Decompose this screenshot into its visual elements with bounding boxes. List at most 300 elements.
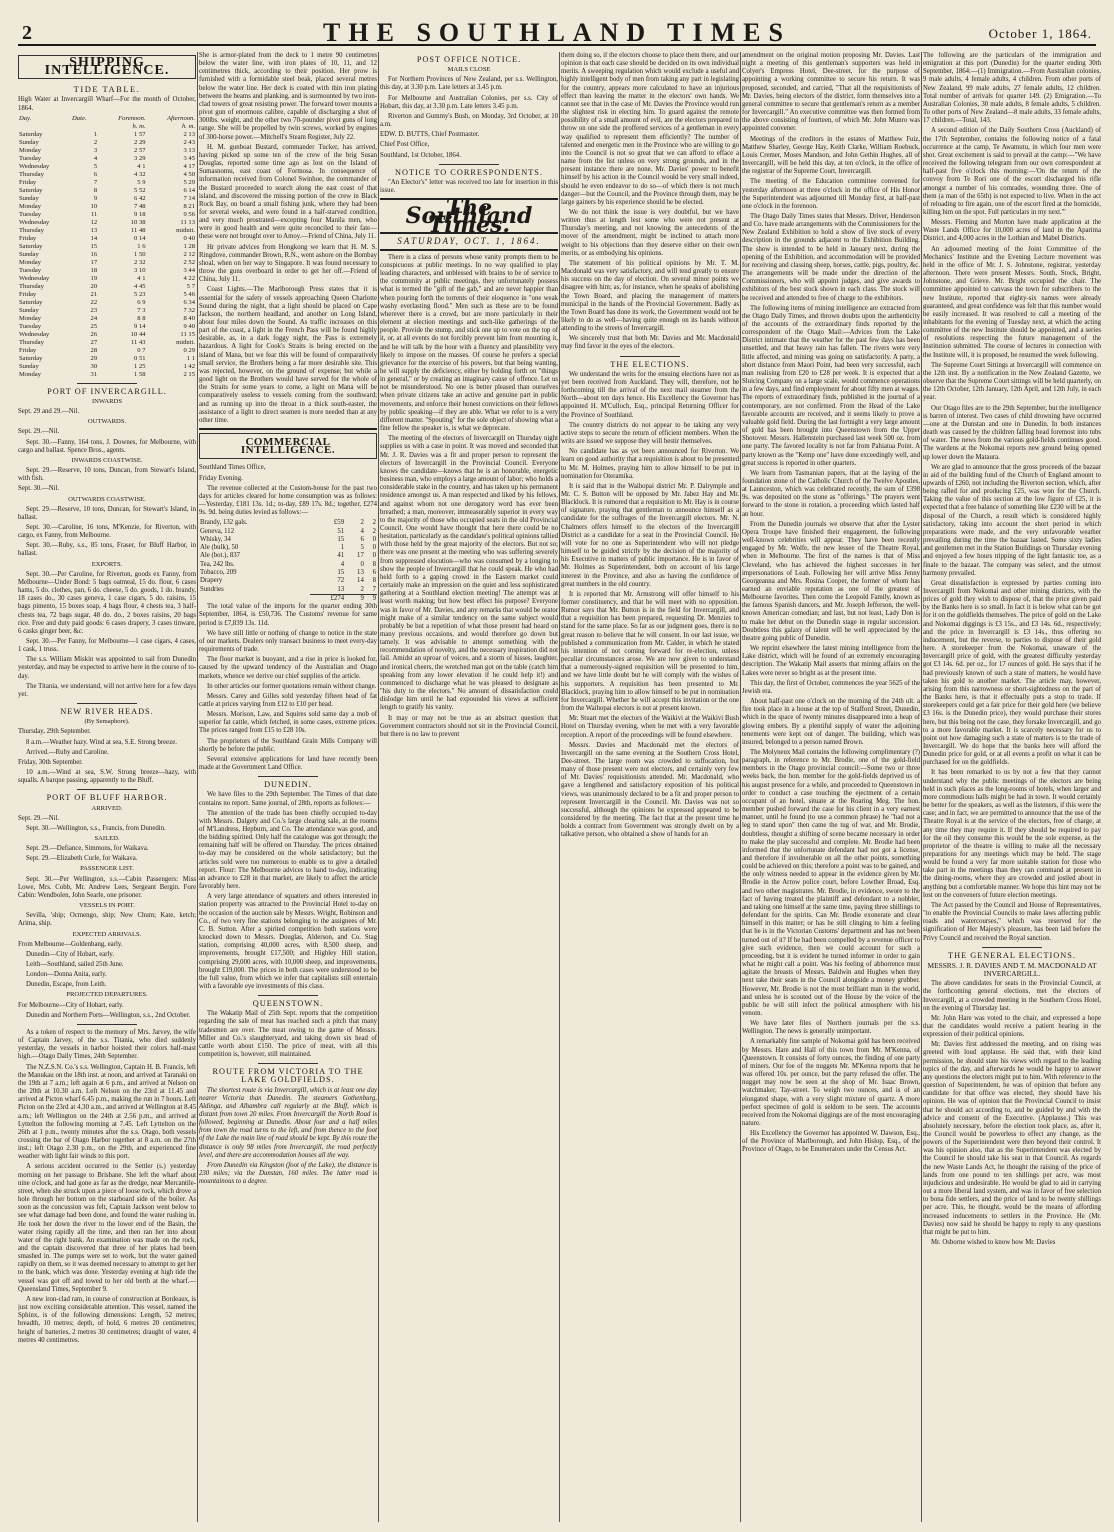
news-paragraph: We reprint elsewhere the latest mining intelligence from the Lake district, which will be found of an extremely encouraging description. The Wakatip Mail asserts that mining affairs on the Lakes were never so bright as at the present time. <box>742 645 920 677</box>
ironclad-continued: She is armor-plated from the deck to 1 metre 90 centimetres below the water line, with iron plates of 10, 11, and 12 centimetres thick, according to their position. Her prow is furnished with a formidable steel beak, placed several metres below the water line. Her deck is coated with thin iron plating between the beams and planking, and is surmounted by two iron-clad towers of great resisting power. The forward tower mounts a pivot gun of enormous calibre, capable of discharging a shot of 300lbs. weight, and the other two 70-pounder pivot guns of long range. She will be propelled by twin screws, worked by engines of 300-horse power.—Mitchell's Steam Register, July 22. <box>199 52 377 141</box>
tide-day: Sunday <box>19 194 39 202</box>
tide-date: 23 <box>90 306 98 314</box>
tide-day: Saturday <box>19 186 43 194</box>
general-elections-paragraph: The above candidates for seats in the Provincial Council, at the forthcoming general elections, met the electors of Invercargill, at a crowded meeting in the Southern Cross Hotel, on the evening of Thursday last. <box>923 980 1101 1012</box>
tide-forenoon: 2 29 <box>134 138 146 146</box>
tide-day: Monday <box>19 202 41 210</box>
tide-day: Sunday <box>19 306 39 314</box>
tide-afternoon: 11 15 <box>180 330 195 338</box>
divider <box>258 1063 318 1064</box>
revenue-row <box>199 528 377 536</box>
tide-day: Monday <box>19 258 41 266</box>
revenue-item: Tea, 242 lbs. <box>200 560 235 568</box>
tide-afternoon: 4 17 <box>183 162 195 170</box>
masthead-rule <box>18 44 1096 46</box>
tide-forenoon: 6 9 <box>137 298 146 306</box>
column-3 <box>380 52 558 1522</box>
revenue-pounds: 4 <box>340 560 345 568</box>
tide-row <box>18 235 196 243</box>
tide-afternoon: 9 56 <box>183 210 195 218</box>
column-6 <box>923 52 1101 1522</box>
tide-afternoon: 3 13 <box>183 146 195 154</box>
tide-date: 20 <box>90 282 98 290</box>
markets-paragraph: We have still little or nothing of change to notice in the state of our markets. Dealers only transact business to meet every-day requirements of trade. <box>199 629 377 654</box>
tide-forenoon: 1 58 <box>134 370 146 378</box>
masthead-title: THE SOUTHLAND TIMES <box>323 18 791 47</box>
revenue-pounds: £59 <box>333 519 345 527</box>
jarvey-paragraph: As a token of respect to the memory of Mrs. Jarvey, the wife of Captain Jarvey, of the s.s. Titania, who died suddenly yesterday, the vessels in harbor hoisted their colors half-mast high.—Otago Daily Times, 24th September. <box>18 1028 196 1061</box>
tide-afternoon: 4 22 <box>183 274 195 282</box>
tide-afternoon: 0 29 <box>183 346 195 354</box>
in-port-text: Sevilla, 'ship; Ocmengo, ship; New Chum; Kate, ketch; Arima, ship. <box>18 912 196 928</box>
in-port-heading: VESSELS IN PORT. <box>79 902 135 910</box>
outwards-line: Sept. 30.—Fanny, 164 tons, J. Downes, for Melbourne, with cargo and ballast. Spence Bros., agents. <box>18 438 196 454</box>
tide-forenoon: 7 3 <box>137 306 146 314</box>
gunboat-paragraph: H. M. gunboat Bustard, commander Tucker, has arrived, having picked up some ten of the crew of the brig Susan Douglas, reported some time ago as lost on the Island of Sumasnomu, east coast of Formosa. In consequence of information received from Colonel Swinhoe, the commander of the Bustard proceeded to search along the east coast of that island, and discovered the missing portion of the crew in Black Rock Bay, on board a small fishing junk, where they had been for several weeks, and were found in a half-starved condition, and very much prostrated—excepting four Manila men, who were in good health and were quite reconciled to their fate—these were not brought over to Amoy.—Friend of China, July 11. <box>199 143 377 241</box>
tide-forenoon: 5 23 <box>134 290 146 298</box>
tide-forenoon: 1 6 <box>137 242 146 250</box>
tide-row <box>18 283 196 291</box>
revenue-pounds: 1 <box>340 544 345 552</box>
general-elections-subtitle: MESSRS. J. R. DAVIES AND T. M. MACDONALD AT INVERCARGILL. <box>927 960 1097 979</box>
editorial-paragraph: It may or may not be true as an abstract question that Government contractors should not sit in the Provincial Council, but there is no law to prevent <box>380 714 558 738</box>
tide-afternoon: 11 13 <box>180 218 195 226</box>
expected-line: Leith—Southland, sailed 25th June. <box>26 961 124 968</box>
news-paragraph: The Supreme Court Sittings at Invercargill will commence on the 12th inst. By a notification in the New Zealand Gazette, we observe that the Supreme Court sittings will be held quarterly, on the 12th October, 12th January, 12th April, and 12th July, in each year. <box>923 361 1101 402</box>
tide-forenoon: 0 14 <box>134 234 146 242</box>
tide-day: Monday <box>19 314 41 322</box>
revenue-pence: 8 <box>372 577 376 585</box>
tide-forenoon: 3 10 <box>134 266 146 274</box>
tide-date: 6 <box>93 170 98 178</box>
tide-afternoon: 5 29 <box>183 178 195 186</box>
dunedin-paragraph: The attention of the trade has been chiefly occupied to-day with Messrs. Dalgety and Co.'s large clearing sale, at the rooms of M'Landress, Hepburn, and Co. The attendance was good, and the bidding spirited. Only half the catalogue was got through; the remaining half will be offered on Thursday. The prices obtained to-day may be considered on the whole satisfactory; but the articles sold were too numerous to enable us to give a detailed report. Flour: The Melbourne advices to hand to-day, indicating an advance to £28 in that market, are likely to affect the article favorably here. <box>199 809 377 891</box>
tide-row <box>18 139 196 147</box>
revenue-pounds: 41 <box>337 552 345 560</box>
tide-date: 18 <box>90 266 98 274</box>
exports-heading: EXPORTS. <box>91 560 123 568</box>
revenue-shillings: 0 <box>360 560 364 568</box>
tide-date: 5 <box>93 162 98 170</box>
tide-date: 2 <box>93 138 98 146</box>
revenue-total-pounds: £274 <box>310 594 345 603</box>
revenue-item: Ale (bot.), 837 <box>200 552 241 560</box>
tide-date: 3 <box>93 146 98 154</box>
divider <box>620 356 680 357</box>
revenue-total-pence: 9 <box>365 594 377 603</box>
general-elections-paragraph: Mr. Osborne wished to know how Mr. Davies <box>931 1239 1056 1247</box>
column-4 <box>561 52 739 1522</box>
other-paragraph: In other articles our former quotations remain without change. <box>207 682 377 690</box>
inwards-coast-text: Sept. 30.—Nil. <box>18 485 60 493</box>
tide-forenoon: 9 18 <box>134 210 146 218</box>
tide-forenoon: 4 1 <box>137 162 146 170</box>
page-number: 2 <box>22 22 32 44</box>
passenger-heading: PASSENGER LIST. <box>80 865 134 873</box>
tide-row <box>18 347 196 355</box>
port-bluff-title: PORT OF BLUFF HARBOR. <box>46 793 168 803</box>
column-separator <box>197 52 198 1522</box>
general-elections-title: THE GENERAL ELECTIONS. <box>948 950 1076 960</box>
revenue-shillings: 2 <box>360 519 364 527</box>
tide-day: Sunday <box>19 250 39 258</box>
tide-row <box>18 275 196 283</box>
tide-row <box>18 163 196 171</box>
news-paragraph: The following are the particulars of the immigration and emigration at this port (Dunedin) for the quarter ending 30th September, 1864:—(1) Immigration.—From Australian colonies, 9 male adults, 4 female adults, 4 children. From other ports of New Zealand, 99 male adults, 27 female adults, 12 children. Total number of arrivals for quarter 149. (2) Emigration.—To Australian Colonies, 30 male adults, 8 female adults, 5 children. To other ports of New Zealand—8 male adults, 33 female adults, 17 children.—Total, 143. <box>923 52 1101 125</box>
inwards-heading: INWARDS <box>91 397 123 405</box>
passenger-text: Sept. 30.—Per Wellington, s.s.—Cabin Passengers: Miss Lowe, Mrs. Cobb, Mr. Andrew Lees, Sergeant Bergin. Fore Cabin: Wendbolen, John Searle, one prisoner. <box>18 875 196 899</box>
route-paragraph: The shortest route is via Invercargill, which is at least one day nearer Victoria than Dunedin. The steamers Gothenburg, Aldinga, and Alhambra call regularly at the Bluff, which is distant from town 20 miles. From Invercargill the North Road is followed, beginning at Dunedin. About four and a half miles from town the road turns to the left, and from thence to the foot of the Lake the main line of road should be kept. By this route the distance is only 98 miles from Invercargill, the road perfectly level, and there are accommodation houses all the way. <box>199 1086 377 1159</box>
revenue-pence: 8 <box>372 560 376 568</box>
tide-subtitle: High Water at Invercargill Wharf—For the month of October, 1864. <box>18 96 196 112</box>
column-separator <box>740 52 741 1522</box>
tide-date: 12 <box>90 218 98 226</box>
tide-afternoon: 5 7 <box>186 282 195 290</box>
notice-text: "An Elector's" letter was received too late for insertion in this issue. <box>380 178 558 195</box>
revenue-pounds: 15 <box>337 569 345 577</box>
tide-unit: h. m. <box>181 122 195 130</box>
tide-row <box>18 259 196 267</box>
tide-forenoon: 4 45 <box>134 282 146 290</box>
tide-date: 11 <box>90 210 98 218</box>
tide-afternoon: 6 34 <box>183 298 195 306</box>
dunedin-title: DUNEDIN. <box>264 780 312 790</box>
bluff-arrived-heading: ARRIVED. <box>91 804 123 812</box>
post-mails: MAILS CLOSE <box>447 66 491 74</box>
revenue-pence: 6 <box>372 569 376 577</box>
tide-row <box>18 355 196 363</box>
tide-forenoon: 8 8 <box>137 314 146 322</box>
revenue-item: Sundries <box>200 585 224 593</box>
tide-date: 16 <box>90 250 98 258</box>
revenue-item: Drapery <box>200 577 223 585</box>
news-paragraph: Meetings of the creditors in the estates of Matthew Fuiz, Matthew Sharley, George Hay, Keith Clarke, William Roebuck, Louis Cremer, Moses Mandson, and John Gethin Hughes, all of Invercargill, will be held this day, at ten o'clock, in the office of the registrar of the Supreme Court, Invercargill. <box>742 135 920 176</box>
divider <box>258 776 318 777</box>
tide-day: Wednesday <box>19 274 50 282</box>
tide-header-afternoon: Afternoon. <box>166 114 195 122</box>
elections-paragraph: We understand the writs for the ensuing elections have not as yet been received from Auckland. They will, therefore, not be forthcoming till the arrival of the next mail steamer from the North—about ten days hence. His Excellency the Governor has appointed H. M'Culloch, Esq., principal Returning Officer for the Province of Southland. <box>561 370 739 419</box>
tide-row <box>18 363 196 371</box>
news-paragraph: From the Dunedin journals we observe that after the Lyster Opera Troupe have finished their engagement, the following well-known celebrities will appear. They have been recently engaged by Mr. Wolfe, the new lessee of the Theatre Royal, when in Melbourne. The first of the names is that of Miss Cleveland, who has achieved the highest successes in her impersonations of Leah. Following her will arrive Miss Jenny Georgeanna and Mrs. Rosina Cooper, the former of whom has earned an enviable reputation as one of the greatest of Melbourne favorites. Then come the Leopold Family, known as the famous Spanish dancers, and Mr. Joseph Jefferson, the well-known American comedian; and last, but not least, Lady Don is to make her debut on the Dunedin stage in regular succession. Doubtless this galaxy of talent will be well appreciated by the theatre going public of Dunedin. <box>742 520 920 642</box>
news-paragraph: The Otago Daily Times states that Messrs. Driver, Henderson and Co. have made arrangements with the Commissioners for the New Zealand Exhibition to hold a show of live stock of every description in the grounds adjacent to the Exhibition Building. The show is intended to be held in January next, during the opening of the Exhibition, and accommodation will be provided for receiving and classing sheep, horses, cattle, pigs, poultry, &c. The arrangements will be made under the direction of the Commissioners, who will appoint judges, and give awards to exhibitors of the best stock shown in each class. The stock will be received and attended to free of charge to the exhibitors. <box>742 212 920 302</box>
tide-forenoon: 3 29 <box>134 154 146 162</box>
heads-line: Arrived.—Ruby and Caroline. <box>26 748 109 756</box>
tide-header-forenoon: Forenoon. <box>118 114 146 122</box>
tide-forenoon: 10 38 <box>130 218 146 226</box>
semaphore-sub: (By Semaphore). <box>84 718 130 726</box>
elections-paragraph: It is said that in the Waihopai district Mr. P. Dalrymple and Mr. C. S. Button will be opposed by Mr. Jabez Hay and Mr. Blacklock. It is rumored that a requisition to Mr. Hay is in course of signature, praying that gentleman to announce himself as a candidate for the suffrages of the Invercargill electors. Mr. N. Chalmers offers himself to the electors of the Invercargill District as a candidate for a seat in the Provincial Council. He will vote for no one as Superintendent who will not pledge himself to be guided strictly by the decision of the majority of his Executive in matters of public importance. He is in favor of Mr. Holmes as Superintendent, both on account of his large interest in the Province, and also as having the confidence of great numbers in the old country. <box>561 482 739 588</box>
inwards-text: Sept. 29 and 29.—Nil. <box>18 408 80 416</box>
elections-paragraph: Mr. Stuart met the electors of the Waikivi at the Waikivi Bush Hotel on Thursday evening, when he met with a very favorable reception. A report of the proceedings will be found elsewhere. <box>561 715 739 739</box>
tide-row <box>18 331 196 339</box>
revenue-shillings: 4 <box>360 527 364 535</box>
tide-afternoon: 8 21 <box>183 202 195 210</box>
titania-paragraph: The Titania, we understand, will not arrive here for a few days yet. <box>18 682 196 698</box>
general-elections-paragraph: Mr. Davies first addressed the meeting, and on rising was greeted with loud applause. He said that, with their kind permission, he should state his views with regard to the leading topics of the day, and afterwards he would be happy to answer any questions the electors might put to him. With reference to the question of Superintendent, he was of opinion that before any candidate for that office was elected, they should have his opinion. He was of opinion that the Provincial Council to insist that he should act according to, and be guided by and with the advice and consent of the Executive. (Applause.) This was absolutely necessary, before the election took place, as, after it, the Council would be powerless to effect any change, as the powers of the Superintendent were then beyond their control. It was his opinion also, that as the Superintendent was elected by the Council he should take his seat in that Council. As regards the new Waste Lands Act, he thought the raising of the price of lands from one pound to ten shillings per acre, was most injudicious and undesirable. He would be glad to aid in carrying out a more liberal land system, and was in favor of free selection to bona fide settlers, and the price of land to be twenty shillings per acre. This, he thought, would be the means of affording increased inducements to settlers in the Province. He (Mr. Davies) now said he should be happy to reply to any questions that might be put to him. <box>923 1041 1101 1236</box>
tide-day: Wednesday <box>19 162 50 170</box>
tide-date: 29 <box>90 354 98 362</box>
tide-date: 30 <box>90 362 98 370</box>
post-signature: Chief Post Office, <box>380 141 430 149</box>
tide-date: 26 <box>90 330 98 338</box>
news-paragraph: Messrs. Fleming and Morton have made application at the Waste Lands Office for 10,000 acres of land in the Aparima District, and 4,000 acres in the Lothian and Mabel Districts. <box>923 219 1101 243</box>
revenue-shillings: 17 <box>357 552 364 560</box>
tide-date: 25 <box>90 322 98 330</box>
revenue-row <box>199 577 377 585</box>
tide-row <box>18 203 196 211</box>
tide-forenoon: 10 44 <box>130 330 146 338</box>
expected-line: London—Donna Anita, early. <box>26 971 107 979</box>
bluff-arrived-line: Sept. 30.—Wellington, s.s., Francis, from Dunedin. <box>26 824 166 832</box>
tide-day: Saturday <box>19 354 43 362</box>
tide-afternoon: 3 44 <box>183 266 195 274</box>
tide-date: 1 <box>93 130 98 138</box>
tide-forenoon: 1 50 <box>134 250 146 258</box>
news-paragraph: We have later files of Northern journals per the s.s. Wellington. The news is generally unimportant. <box>742 1020 920 1036</box>
tide-row <box>18 179 196 187</box>
tide-date: 22 <box>90 298 98 306</box>
news-paragraph: amendment on the original motion proposing Mr. Davies. Last night a meeting of this gentleman's supporters was held in Colyer's Empress Hotel, Dee-street, for the purpose of appointing a working committee to secure his return. It was proposed, seconded, and carried, "That all the requisitionists of Mr. Davies, being electors of the district, form themselves into a general committee to secure that gentleman's return as a member for Invercargill." An executive committee was then formed from the above consisting of fourteen, of which Mr. John Munro was appointed convener. <box>742 52 920 133</box>
tide-row <box>18 307 196 315</box>
tide-row <box>18 227 196 235</box>
tide-row <box>18 315 196 323</box>
queenstown-paragraph: The Wakatip Mail of 25th Sept. reports that the competition regarding the sale of meat has reached such a pitch that many tradesmen are over. The meat owing to the game of Messrs. Miller and Co.'s slaughteryard, and taking down six head of cattle worth about £150. The price of meat, with all this competition is, however, still maintained. <box>199 1010 377 1059</box>
masthead-date: October 1, 1864. <box>988 26 1092 41</box>
news-paragraph: Our Otago files are to the 29th September, but the intelligence is barren of interest. Two cases of child drowning have occurred—one at the Dunstan and one in Dunedin. In both instances death was caused by the children falling head foremost into tubs of water. The news from the various gold-fields continues good. The wardens at the Nokomai reports new ground being opened up lower down the Mataura. <box>923 404 1101 461</box>
post-line: Riverton and Gummy's Bush, on Monday, 3rd October, at 10 a.m. <box>380 112 558 129</box>
tide-date: 24 <box>90 314 98 322</box>
news-paragraph: The meeting of the Education committee convened for yesterday afternoon at three o'clock in the office of His Honor the Superintendent was adjourned till Monday first, at half-past one o'clock in the forenoon. <box>742 178 920 210</box>
exports-line: Sept. 30.—Per Caroline, for Riverton, goods ex Fanny, from Melbourne—Under Bond: 5 bags oatmeal, 15 do. flour, 6 cases hams, 5 do. clothes, pan, 6 do. cheese, 5 do. goods, 1 do. brandy, 18 cases do., 30 cases geneva, 1 case cigars, 5 do. raisins, 15 bags pimento, 15 boxes soap, 4 bags flour, 4 chests tea, 3 half-chests tea, 72 bags sugar, 48 do. do., 2 boxes raisins, 20 bags rice. Free and duty paid goods: 6 cases drapery, 3 cases tinware, 6 casks ginger beer, &c. <box>18 570 196 635</box>
post-office-title: POST OFFICE NOTICE. <box>416 55 522 64</box>
tide-forenoon: 0 51 <box>134 354 146 362</box>
news-paragraph: An adjourned meeting of the Joint Committee of the Mechanics' Institute and the Evening Lecture movement was held in the office of Mr. J. S. Johnstone, registrar, yesterday afternoon. There were present Messrs. South, Stock, Bright, Johnstone, and Grieve. Mr. Bright occupied the chair. The committee appointed to canvass the town for subscribers to the new Institute, reported that eighty-six names were already guaranteed, and great confidence was felt that this number would be easily increased. It was resolved to call a meeting of the inhabitants for the evening of Tuesday next, at which the acting committee of the new Institute should be appointed, and a series of resolutions respecting the future management of the Institution submitted. The course of lectures in connection with the Institute will, it is proposed, be resumed the week following. <box>923 245 1101 359</box>
tide-afternoon: 8 40 <box>183 314 195 322</box>
bluff-sailed-line: Sept. 29.—Defiance, Simmons, for Waikava. <box>26 845 149 853</box>
tide-afternoon: 1 28 <box>183 242 195 250</box>
new-river-heads-title: NEW RIVER HEADS. <box>60 707 154 717</box>
queenstown-title: QUEENSTOWN. <box>252 999 324 1009</box>
tide-header-date: Date. <box>72 114 87 122</box>
tide-forenoon: 7 48 <box>134 202 146 210</box>
divider <box>439 164 499 165</box>
outwards-coast-heading: OUTWARDS COASTWISE. <box>68 495 146 503</box>
column-separator <box>378 52 379 1522</box>
tide-afternoon: 6 14 <box>183 186 195 194</box>
tide-afternoon: 1 42 <box>183 362 195 370</box>
elections-paragraph: The country districts do not appear to be taking any very active steps to secure the return of efficient members. When the writs are issued we suppose they will bestir themselves. <box>561 421 739 446</box>
news-paragraph: The Molyneux Mail contains the following complimentary (?) paragraph, in reference to Mr. Brodie, one of the gold-field members in the Otago provincial council:—Some two or three weeks back, the hon. member for the gold-fields deprived us of his august presence for a while, and proceeded to Queenstown in order to conduct a case touching the ejectment of a certain occupant of an hotel, situate at the Roaring Meg. The hon. member pushed forward the case for his client in a very earnest manner, until he found (to use a common phrase) he "had not a leg to stand upon" then came the tug of war, and Mr. Brodie, doubtless, thought a shifting of scene became necessary in order to make the play successful and complete. Mr. Brodie had been informed that the unfortunate defendant had not got a license, and therefore if invulnerable on all the other points, something could be achieved on this; therefore a point was to be gained, and the only witness needed to appear in the evidence given by Mr. Brodie in the Arrow police court, before Lowther Broad, Esq. and two other magistrates. Mr. Brodie, in evidence, swore to the fact of having treated the plaintiff and defendant to a nobbler, and taking one himself at the same time, paying three shillings to defendant for the spirits. Can Mr. Brodie exonerate and clear himself in this matter; or has he still clinging to him a feeling that he is in the Victorian Customs' department and has not been turned out of it? If he had been compelled by a revenue officer to give such evidence, then we could account for such a proceeding, but it is evident he turned informer in order to gain what he might call a point. Was his feeling of abhorrence must agitate the breasts of Messrs. Baldwin and Hughes when they next take their seats in the Council alongside a money grubber. However, Mr. Brodie is not the most brilliant man in the world, and unless he is scouted out of the House by the voice of the public he will still infect the political atmosphere with his venom. <box>742 748 920 1017</box>
route-paragraph: From Dunedin via Kingston (foot of the Lake), the distance is 230 miles; via the Dunstan, 160 miles. The latter road is mountainous to a degree. <box>199 1161 377 1186</box>
revenue-total-row <box>199 594 377 603</box>
news-paragraph: His Excellency the Governor has appointed W. Dawson, Esq., of the Province of Marlborough, and John Hislop, Esq., of the Province of Otago, to be Enumerators under the Census Act. <box>742 1130 920 1154</box>
news-paragraph: The Act passed by the Council and House of Representatives, "to enable the Provincial Councils to make laws affecting public roads and watercourses," which was reserved for the signification of Her Majesty's pleasure, has been laid before the Privy Council and received the Royal sanction. <box>923 901 1101 942</box>
news-paragraph: The following items of mining intelligence are extracted from the Otago Daily Times, and thrown doubts upon the authenticity of the accounts of the extraordinary finds reported by the correspondent of the Otago Mail:—Advices from the Lake District intimate that the weather for the past few days has been unsettled, and that heavy rain has fallen. The rivers were very little affected, and mining was going on satisfactorily. A party, a short distance from Maori Point, had been very successful, each man realising from £20 to £28 per week. It is expected that a Sluicing Company on a large scale, would commence operations in a few days, and find employment for about fifty men at wages. The reports of extraordinary finds, published in the journal of a contemporary, are not confirmed. From the Head of the Lake favorable accounts are received, and it seems likely to prove a valuable gold field. During the last fortnight a very large amount of gold has been brought into Queenstown from the Upper Shotover. Messrs. Hallenstein purchased last week 500 oz. from one party. The favored locality is not far from Pahiatua Point. A party known as the "Kemp one" have done exceedingly well, and great success is reported in other quarters. <box>742 304 920 467</box>
bluff-arrived-line: Sept. 29.—Nil. <box>18 814 60 822</box>
elections-paragraph: Messrs. Davies and Macdonald met the electors of Invercargill on the same evening at the Southern Cross Hotel, Dee-street. The large room was crowded to suffocation, but many of those present were not electors, and certainly very few of Mr. Davies' requisitionists attended. Mr. Macdonald, who gave a lengthened and satisfactory exposition of his political views, was unanimously declared to be a fit and proper person to represent Invercargill in the Council. Mr. Davies was not so successful, although the opinions he expressed appeared to be considered by the meeting. The fact that at the present time he holds a contract from Government was strongly dwelt on by a talkative person, who obtained a show of hands for an <box>561 741 739 839</box>
departures-heading: PROJECTED DEPARTURES. <box>66 991 148 999</box>
tide-row <box>18 339 196 347</box>
tide-afternoon: 2 43 <box>183 138 195 146</box>
tide-day: Sunday <box>19 138 39 146</box>
revenue-row <box>199 536 377 544</box>
revenue-table <box>199 519 377 603</box>
commercial-office: Southland Times Office, <box>199 464 266 472</box>
inwards-coast-text: Sept. 29.—Reserve, 10 tons, Duncan, from Stewart's Island, with fish. <box>18 467 196 483</box>
expected-line: Dunedin—City of Hobart, early. <box>26 950 115 958</box>
tide-afternoon: 2 52 <box>183 258 195 266</box>
divider <box>77 1024 137 1025</box>
revenue-row <box>199 552 377 560</box>
departures-line: For Melbourne—City of Hobart, early. <box>18 1001 124 1009</box>
heads-line: Thursday, 29th September. <box>18 728 91 736</box>
outwards-heading: OUTWARDS. <box>87 418 127 426</box>
column-separator <box>921 52 922 1522</box>
flour-paragraph: The flour market is buoyant, and a rise in price is looked for, caused by the upward tendency of the Australian and Otago markets, whence we derive our chief supplies of the article. <box>199 656 377 680</box>
tide-row <box>18 251 196 259</box>
news-paragraph: It has been remarked to us by not a few that they cannot understand why the public meetings of the electors are being held in such places as the long-rooms of hotels, when larger and more commodious halls might be had in town. It would certainly be better for the speakers, as well as the listeners, if this were the case; and in fact, we are permitted to announce that the use of the Theatre Royal is at the service of the electors, free of charge, at any time they may require it. If they should be required to pay for the oil they consume this would be the sole expense, as the proprietor of the theatre is willing to make all the necessary preparations for any meetings which may be held. The stage would be found a very far more suitable station for those who take part in the meetings than they can command at present in the dining-rooms, where they are crowded and jostled about in anything but a comfortable manner. We hope this hint may not be lost on the conveners of future election meetings. <box>923 769 1101 899</box>
tide-day: Saturday <box>19 130 43 138</box>
divider <box>380 249 558 251</box>
cattle-paragraph: Messrs. Carey and Gilles sold yesterday fifteen head of fat cattle at prices varying from £12 to £10 per head. <box>199 692 377 708</box>
tide-afternoon: 7 14 <box>183 194 195 202</box>
paper-date: SATURDAY, OCT. 1, 1864. <box>397 235 541 246</box>
revenue-item: Brandy, 132 gals. <box>200 519 248 527</box>
paper-title: The Southland Times. <box>405 195 533 238</box>
heads-line: Friday, 30th September. <box>18 758 83 766</box>
revenue-shillings: 13 <box>357 569 364 577</box>
tide-row <box>18 243 196 251</box>
tide-unit: h. m. <box>132 122 146 130</box>
news-paragraph: A remarkably fine sample of Nokomai gold has been received by Messrs. Hare and Hall of this town from Mr. M'Kenna, of Queenstown. It consists of forty ounces, the finding of one party of miners. Our foe of the nuggets Mr. M'Kenna reports that he was offered 10s. per ounce, but the party refused the offer. The nugget may now be seen at the shop of Mr. Isaac Brown, watchmaker, Tay-street. To weigh two ounces, and is of an elongated shape, with a very slight mixture of quartz. A more perfect specimen of gold is seldom to be seen. The accounts received from the Nokomai diggings are of the most encouraging nature. <box>742 1038 920 1127</box>
imports-paragraph: The total value of the imports for the quarter ending 30th September, 1864, is £50,736. The Customs' revenue for same period is £7,839 13s. 11d. <box>199 603 377 627</box>
tide-date: 21 <box>90 290 98 298</box>
revenue-pence: 0 <box>372 535 376 543</box>
tide-date: 14 <box>90 234 98 242</box>
commercial-header-box <box>199 433 377 459</box>
inwards-coast-heading: INWARDS COASTWISE. <box>71 456 143 464</box>
tide-header-day: Day. <box>19 114 32 122</box>
news-paragraph: About half-past one o'clock on the morning of the 24th ult. a fire took place in a house at the top of Stafford Street, Dunedin, which in the space of twenty minutes disappeared into a heap of glowing embers. By a plentiful supply of water the adjoining tenements were kept out of danger. The building, which was insured, belonged to a person named Brown. <box>742 698 920 746</box>
notice-title: NOTICE TO CORRESPONDENTS. <box>394 167 543 177</box>
heads-line: 8 a.m.—Weather hazy. Wind at sea, S.E. Strong breeze. <box>26 738 177 746</box>
tide-date: 17 <box>90 258 98 266</box>
revenue-item: Tobacco, 209 <box>200 569 237 577</box>
outwards-coast-line: Sept. 30.—Ruby, s.s., 85 tons, Fraser, for Bluff Harbor, in ballast. <box>18 542 196 558</box>
tide-afternoon: 5 46 <box>183 290 195 298</box>
expected-heading: EXPECTED ARRIVALS. <box>72 930 142 938</box>
revenue-item: Whisky, 34 <box>200 535 231 543</box>
revenue-row <box>199 569 377 577</box>
tide-day: Wednesday <box>19 330 50 338</box>
column-5 <box>742 52 920 1522</box>
tide-afternoon: 9 40 <box>183 322 195 330</box>
tide-row <box>18 299 196 307</box>
grain-paragraph: The proprietors of the Southland Grain Mills Company will shortly be before the public. <box>199 737 377 753</box>
heads-line: 10 a.m.—Wind at sea, S.W. Strong breeze—hazy, with squalls. A barque passing, apparently to the Bluff. <box>18 769 196 785</box>
revenue-item: Ale (bulk), 50 <box>200 544 239 552</box>
elections-paragraph: It is reported that Mr. Armstrong will offer himself to his former constituency, and that he will meet with no opposition. Rumor says that Mr. Button is in the field for Invercargill, and that a requisition has been prepared, requesting Dr. Menzies to stand for the same place. So far as our judgment goes, there is no great reason to believe that he will consent. In our last issue, we published a communication from Mr. Calder, in which he stated his intention of not coming forward for re-election, unless peculiar circumstances arose. We are now given to understand that a numerously-signed requisition will be presented to him, and we have little doubt but he will comply with the wishes of his supporters. A requisition has been presented to Mr. Blacklock, praying him to allow himself to be put in nomination for Invercargill. Whether he will accept this invitation or the one from the Waihopai electors is not at present known. <box>561 590 739 713</box>
revenue-row <box>199 586 377 595</box>
tide-date: 27 <box>90 338 98 346</box>
editorial-paragraph: them doing so, if the electors choose to place them there, and our opinion is that each case should be decided on its own individual merits. A sweeping regulation which would exclude a useful and highly intelligent body of men from taking any part in legislating for the country, appears more calculated to have an injurious effect than leaving the matter in the electors' own hands. We cannot see that in the case of Mr. Davies the Province would run the slightest risk in electing him. To guard against the remote possibility of a small amount of evil, are the electors prepared to throw on one side the proffered services of a gentleman in every way qualified to represent them efficiently? The number of talented and energetic men in the Province who are willing to go into the Council is not so great that we can afford to efface a name from the list unless on very strong grounds, and in the present instance there are none. Mr. Davies' power to benefit himself by his action in the Council would be very small indeed, should he even endeavor to do so—of which there is not much danger—but the Council, and the Province through them, may be large gainers by his experience should he be elected. <box>561 52 739 206</box>
exports-line: Sept. 30.—Per Fanny, for Melbourne—1 case cigars, 4 cases, 1 cask, 1 truss. <box>18 638 196 654</box>
tide-afternoon: 3 45 <box>183 154 195 162</box>
shipping-header-box <box>18 55 196 79</box>
accident-paragraph: A serious accident occurred to the Settler (s.) yesterday morning on her passage to Brisbane. She left the wharf about nine o'clock, and had gone as far as the dredge, near Mercantile-street, when she struck upon a piece of loose rock, which drove a hole through her bottom on the starboard side of the boiler. As soon as the concussion was felt, Captain Jackson went below to see what damage had been done, and found the water rushing in. He took her down the river to the lower end of the Basin, the water rising rapidly all the time, and then ran her into about water of the right bank. An examination was made on the rock, and the captain discovered that three of her plates had been smashed in. The pumps were set to work, but the water gained rapidly on them, so it was deemed necessary to attempt to get her to the bank, which was done. Yesterday evening at high tide the vessel was got off and towed to her old berth at the wharf.—Queensland Times, September 9. <box>18 1163 196 1293</box>
sheep-paragraph: Messrs. Morison, Law, and Squires sold same day a mob of superior fat cattle, which fetched, in some cases, extreme prices. The prices ranged from £15 to £28 10s. <box>199 711 377 735</box>
tide-day: Tuesday <box>19 154 42 162</box>
divider <box>258 995 318 996</box>
tide-day: Friday <box>19 178 37 186</box>
commercial-header: COMMERCIAL INTELLIGENCE. <box>240 436 336 457</box>
tide-row <box>18 267 196 275</box>
tide-day: Thursday <box>19 170 44 178</box>
tide-day: Tuesday <box>19 322 42 330</box>
tide-day: Tuesday <box>19 210 42 218</box>
tide-forenoon: 5 52 <box>134 186 146 194</box>
divider <box>77 383 137 384</box>
tide-afternoon: 2 12 <box>183 250 195 258</box>
revenue-pence: 0 <box>372 544 376 552</box>
dunedin-paragraph: We have files to the 29th September. The Times of that date contains no report. Same journal, of 28th, reports as follows:— <box>199 791 377 807</box>
outwards-coast-line: Sept. 29.—Reserve, 10 tons, Duncan, for Stewart's Island, in ballast. <box>18 505 196 521</box>
revenue-pounds: 72 <box>337 577 345 585</box>
revenue-shillings: 5 <box>360 544 364 552</box>
land-paragraph: Several extensive applications for land have recently been made at the Government Land Office. <box>199 755 377 772</box>
dunedin-paragraph: A very large attendance of squatters and others interested in station property was attracted to the Provincial Hotel to-day on the occasion of the auction sale by Messrs. Wright, Robinson and Co., of two very fine stations belonging to the assignees of Mr. C. B. Sutton. After a spirited competition both stations were knocked down to Messrs. Douglas, Alderson, and Co. Stag station, comprising 40,000 acres, with 8,500 sheep, and improvements, brought £17,500; and Highley Hill station, comprising 29,000 acres, with 10,000 sheep, and improvements, brought £19,000. The prices in both cases were understood to be the full value, from which we infer that capitalists still entertain with a favorable eye investments of this class. <box>199 893 377 990</box>
tide-day: Thursday <box>19 282 44 290</box>
commercial-date: Friday Evening. <box>199 474 243 482</box>
bluff-sailed-heading: SAILED. <box>94 834 120 842</box>
revenue-pence: 2 <box>372 527 376 535</box>
outwards-line: Sept. 29.—Nil. <box>18 428 60 436</box>
tide-forenoon: 11 43 <box>130 338 146 346</box>
tide-date: 13 <box>90 226 98 234</box>
news-paragraph: We are glad to announce that the gross proceeds of the bazaar in aid of the building fund of the Church of England amount to upwards of £260, not including the Riverton section, which, after being rafled for and producing £25, was won for the Church. Taking the value of this section at the low figure of £25, it is expected that a free balance of something like £230 will be at the disposal of the Church, a result which is considered highly satisfactory, taking into account the short period in which preparations were made, and the very unfavorable weather prevailing during the time the bazaar lasted. Some sixty ladies and gentlemen met in the Station Buildings on Thursday evening and enjoyed a few hours tripping of the light fantastic toe, as a finale to the bazaar. The company was select, and the utmost harmony prevailed. <box>923 463 1101 577</box>
column-2 <box>199 52 377 1522</box>
tide-forenoon: 1 57 <box>134 130 146 138</box>
tide-forenoon: 2 57 <box>134 146 146 154</box>
revenue-shillings: 14 <box>357 577 364 585</box>
miskin-paragraph: The s.s. William Miskin was appointed to sail from Dunedin yesterday, and may be expected to arrive here in the course of to-day. <box>18 656 196 680</box>
tide-row <box>18 195 196 203</box>
tide-day: Friday <box>19 346 37 354</box>
tide-date: 9 <box>93 194 98 202</box>
tide-afternoon: 2 13 <box>183 130 195 138</box>
tide-day: Saturday <box>19 242 43 250</box>
tide-afternoon: midnit. <box>176 338 195 346</box>
tide-date: 4 <box>93 154 98 162</box>
tide-forenoon: 11 48 <box>130 226 146 234</box>
revenue-shillings: 6 <box>360 535 364 543</box>
tide-row <box>18 371 196 379</box>
tide-forenoon: 1 25 <box>134 362 146 370</box>
revenue-row <box>199 561 377 569</box>
port-invercargill-title: PORT OF INVERCARGILL. <box>47 386 167 396</box>
tide-day: Monday <box>19 146 41 154</box>
news-paragraph: A second edition of the Daily Southern Cross (Auckland) of the 17th September, contains the following notice of a fatal occurrence at the camp, Te Awamutu, in which four men were shot. Great excitement is said to prevail at the camp:—"We have received the following telegram from our own correspondent at half-past five o'clock this morning:—'On the return of the convoy from Te Rori one of the escort discharged his rifle amongst a number of his comrades, wounding three. One of them (a man of the 65th) is not expected to live. When in the act of reloading to fire again, one of the escort fired at the homicide, killing him on the spot. Full particulars in my next.'" <box>923 127 1101 216</box>
revenue-total-shillings: 9 <box>345 594 365 603</box>
expected-line: Dunedin, Escape, from Leith. <box>26 981 107 989</box>
shipping-header: SHIPPING INTELLIGENCE. <box>44 55 170 79</box>
news-paragraph: Great dissatisfaction is expressed by parties coming into Invercargill from Nokomai and other mining districts, with the prices of gold they wish to dispose of, that the price given paid by the Banks here is so small. In fact it is below what can be got for it on the goldfields themselves. The price of gold on the Lake and Nokomai diggings is £3 15s., and £3 14s. 6d., respectively; and the price in Invercargill is £3 14s., thus offering no inducement, but the reverse, to parties to dispose of their gold here. A storekeeper from the Nokomai, unaware of the Invercargill price of gold, with the greatest difficulty yesterday got £3 14s. 6d. per oz., for 17 ounces of gold. He says that if he had previously known of such a state of matters, he would have taken his gold to another market. The article may, however, arising from this narrowness or short-sightedness on the part of the Banks here, is that it effectually puts a stop to trade. If storekeepers could get a fair price for their gold here (we believe £3 16s. is the Dunedin price), they would purchase their stores here, but this being not the case, they forsake Invercargill, and go to a more favorable market. It is scarcely necessary for us to point out how damaging such a state of matters is to the trade of Invercargill. We do hope that the banks here will afford the Dunedin price for gold, or at all events a profit on what it can be purchased for on the goldfields. <box>923 579 1101 767</box>
tide-date: 19 <box>90 274 98 282</box>
ringdove-paragraph: Hr private advices from Hongkong we learn that H. M. S. Ringdove, commander Brown, R.N., went ashore on the Bombay shoal, when on her way to Singapore. It was found necessary to throw the guns overboard in order to get her off.—Friend of China, July 11. <box>199 243 377 284</box>
tide-row <box>18 187 196 195</box>
revenue-pence: 0 <box>372 552 376 560</box>
tide-row <box>18 291 196 299</box>
